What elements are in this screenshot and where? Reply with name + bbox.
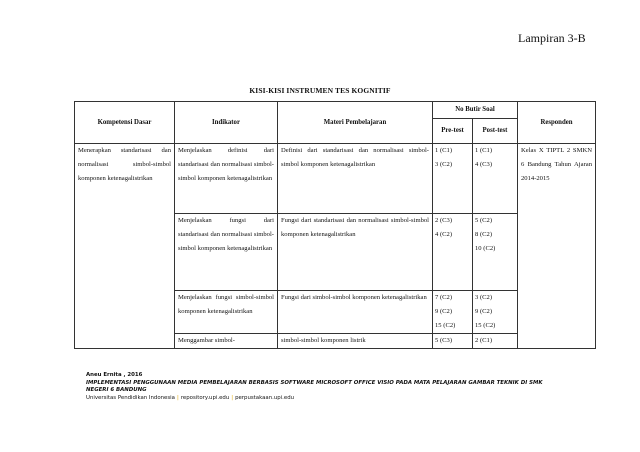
pretest-item: 4 (C2) [435, 231, 453, 238]
posttest-item: 5 (C2) [475, 217, 493, 224]
footer-repository-link[interactable]: repository.upi.edu [180, 394, 230, 401]
header-posttest: Post-test [473, 119, 518, 144]
posttest-cell [473, 144, 518, 214]
page-title: KISI-KISI INSTRUMEN TES KOGNITIF [249, 86, 391, 95]
responden-cell: Kelas X TIPTL 2 SMKN 6 Bandung Tahun Ajaran 2014-2015 [518, 144, 596, 349]
pretest-item: 9 (C2) [435, 308, 453, 315]
indikator-cell: Menggambar simbol- [175, 334, 278, 349]
footer-university: Universitas Pendidikan Indonesia [86, 394, 175, 401]
kisi-kisi-table [74, 101, 596, 349]
pretest-cell [433, 144, 473, 214]
posttest-item: 1 (C1) [475, 147, 493, 154]
posttest-item: 8 (C2) [475, 231, 493, 238]
header-responden: Responden [518, 102, 596, 144]
posttest-cell [473, 291, 518, 334]
footer-library-link[interactable]: perpustakaan.upi.edu [235, 394, 295, 401]
materi-cell: Fungsi dari simbol-simbol komponen ketenagalistrikan [278, 291, 433, 334]
posttest-item: 10 (C2) [475, 245, 496, 252]
footer-links [86, 395, 556, 403]
posttest-item: 2 (C1) [475, 337, 493, 344]
pretest-item: 3 (C2) [435, 161, 453, 168]
materi-cell: simbol-simbol komponen listrik [278, 334, 433, 349]
posttest-item: 15 (C2) [475, 322, 496, 329]
header-materi: Materi Pembelajaran [278, 102, 433, 144]
indikator-cell: Menjelaskan fungsi simbol-simbol komponen ketenagalistrikan [175, 291, 278, 334]
posttest-item: 9 (C2) [475, 308, 493, 315]
pretest-item: 7 (C2) [435, 294, 453, 301]
pretest-cell [433, 334, 473, 349]
pretest-cell [433, 214, 473, 291]
posttest-item: 3 (C2) [475, 294, 493, 301]
footer-separator: | [231, 394, 234, 401]
header-kompetensi-dasar: Kompetensi Dasar [75, 102, 175, 144]
materi-cell: Definisi dari standarisasi dan normalisasi simbol-simbol komponen ketenagalistrikan [278, 144, 433, 214]
header-indikator: Indikator [175, 102, 278, 144]
footer-thesis-title: IMPLEMENTASI PENGGUNAAN MEDIA PEMBELAJARAN BERBASIS SOFTWARE MICROSOFT OFFICE VISIO PADA MATA PELAJARAN GAMBAR TEKNIK DI SMK NEGERI 6 BANDUNG [86, 379, 543, 394]
pretest-item: 5 (C3) [435, 337, 453, 344]
pretest-item: 15 (C2) [435, 322, 456, 329]
indikator-cell: Menjelaskan fungsi dari standarisasi dan normalisasi simbol-simbol komponen ketenagalistrikan [175, 214, 278, 291]
header-no-butir-soal: No Butir Soal [433, 102, 518, 119]
indikator-cell: Menjelaskan definisi dari standarisasi dan normalisasi simbol-simbol komponen ketenagalistrikan [175, 144, 278, 214]
posttest-item: 4 (C3) [475, 161, 493, 168]
header-pretest: Pre-test [433, 119, 473, 144]
posttest-cell [473, 214, 518, 291]
materi-cell: Fungsi dari standarisasi dan normalisasi simbol-simbol komponen ketenagalistrikan [278, 214, 433, 291]
document-footer [86, 372, 556, 402]
footer-author: Aneu Ernita , 2016 [86, 372, 143, 378]
footer-separator: | [177, 394, 179, 401]
posttest-cell [473, 334, 518, 349]
kompetensi-dasar-cell: Menerapkan standarisasi dan normalisasi simbol-simbol komponen ketenagalistrikan [75, 144, 175, 349]
pretest-item: 2 (C3) [435, 217, 453, 224]
pretest-cell [433, 291, 473, 334]
pretest-item: 1 (C1) [435, 147, 453, 154]
appendix-label: Lampiran 3-B [518, 31, 586, 45]
